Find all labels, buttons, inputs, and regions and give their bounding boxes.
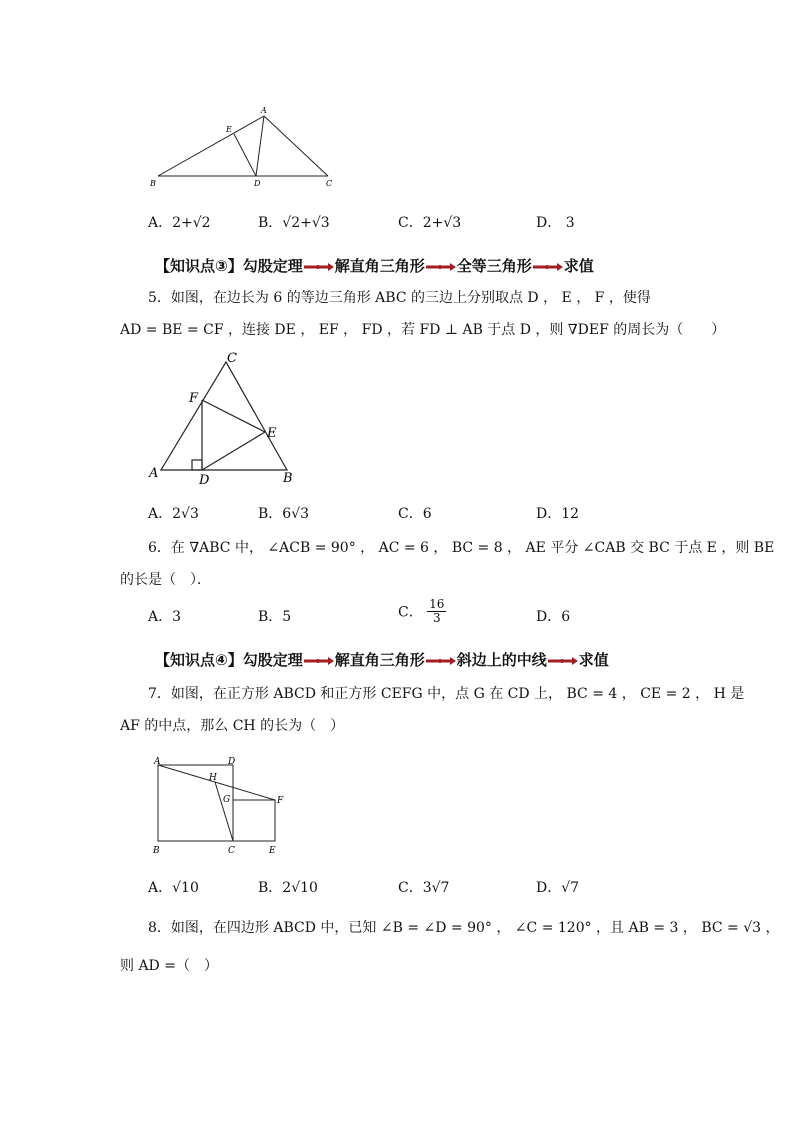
q4-option-a[interactable]: A．2+√2	[148, 215, 211, 231]
label-D: D	[199, 473, 210, 488]
figure-q5	[145, 345, 305, 490]
q8-line1: 8．如图，在四边形 ABCD 中，已知 ∠B = ∠D = 90° ， ∠C = 120° ，且 AB = 3 ， BC = √3 ，	[148, 920, 780, 936]
q5-option-b[interactable]: B．6√3	[258, 506, 310, 522]
label-G: G	[223, 795, 231, 805]
arrow-icon	[304, 656, 334, 666]
arrow-icon	[426, 656, 456, 666]
label-A: A	[154, 757, 161, 767]
q6-option-a[interactable]: A．3	[148, 609, 182, 625]
label-B: B	[153, 846, 160, 856]
label-D: D	[254, 179, 261, 188]
arrow-icon	[426, 262, 456, 272]
label-B: B	[283, 471, 293, 486]
figure-q7	[145, 753, 295, 858]
label-B: B	[150, 179, 156, 188]
label-F: F	[189, 391, 199, 406]
q6-option-d[interactable]: D．6	[536, 609, 571, 625]
arrow-icon	[548, 656, 578, 666]
q4-option-b[interactable]: B．√2+√3	[258, 215, 330, 231]
q7-option-a[interactable]: A．√10	[148, 880, 199, 896]
q7-option-c[interactable]: C．3√7	[398, 880, 450, 896]
label-D: D	[228, 757, 236, 767]
q5-line1: 5．如图，在边长为 6 的等边三角形 ABC 的三边上分别取点 D ， E ， F ，使得	[148, 290, 651, 306]
label-E: E	[267, 426, 277, 441]
q5-option-d[interactable]: D．12	[536, 506, 580, 522]
q6-line1: 6．在 ∇ABC 中， ∠ACB = 90° ， AC = 6 ， BC = 8 ， AE 平分 ∠CAB 交 BC 于点 E ，则 BE	[148, 540, 775, 556]
arrow-icon	[304, 262, 334, 272]
label-E: E	[269, 846, 276, 856]
q5-option-a[interactable]: A．2√3	[148, 506, 199, 522]
arrow-icon	[533, 262, 563, 272]
q7-option-b[interactable]: B．2√10	[258, 880, 318, 896]
label-C: C	[326, 179, 333, 188]
q6-option-c[interactable]: C． $\frac{16}{3}$	[398, 597, 445, 625]
q6-line2: 的长是（ ）．	[120, 572, 211, 588]
figure-q4	[140, 100, 360, 195]
q6-option-b[interactable]: B．5	[258, 609, 292, 625]
label-H: H	[209, 773, 217, 783]
label-A: A	[149, 466, 159, 481]
label-C: C	[227, 351, 237, 366]
q7-line1: 7．如图，在正方形 ABCD 和正方形 CEFG 中，点 G 在 CD 上， BC = 4 ， CE = 2 ， H 是	[148, 686, 745, 702]
q4-option-d[interactable]: D． 3	[536, 215, 575, 231]
q4-option-c[interactable]: C．2+√3	[398, 215, 462, 231]
label-C: C	[228, 846, 235, 856]
q7-line2: AF 的中点，那么 CH 的长为（ ）	[120, 718, 345, 734]
label-F: F	[277, 796, 284, 806]
knowledge-point-3-heading: 【知识点③】勾股定理 解直角三角形 全等三角形 求值	[155, 257, 594, 275]
label-E: E	[226, 125, 232, 134]
q5-line2: AD = BE = CF ，连接 DE ， EF ， FD ，若 FD ⊥ AB 于点 D ，则 ∇DEF 的周长为（ ）	[120, 322, 726, 338]
knowledge-point-4-heading: 【知识点④】勾股定理 解直角三角形 斜边上的中线 求值	[155, 651, 609, 669]
label-A: A	[261, 106, 267, 115]
q5-option-c[interactable]: C．6	[398, 506, 432, 522]
q8-line2: 则 AD =（ ）	[120, 958, 218, 974]
q7-option-d[interactable]: D．√7	[536, 880, 580, 896]
fraction: $\frac{16}{3}$	[429, 597, 445, 625]
